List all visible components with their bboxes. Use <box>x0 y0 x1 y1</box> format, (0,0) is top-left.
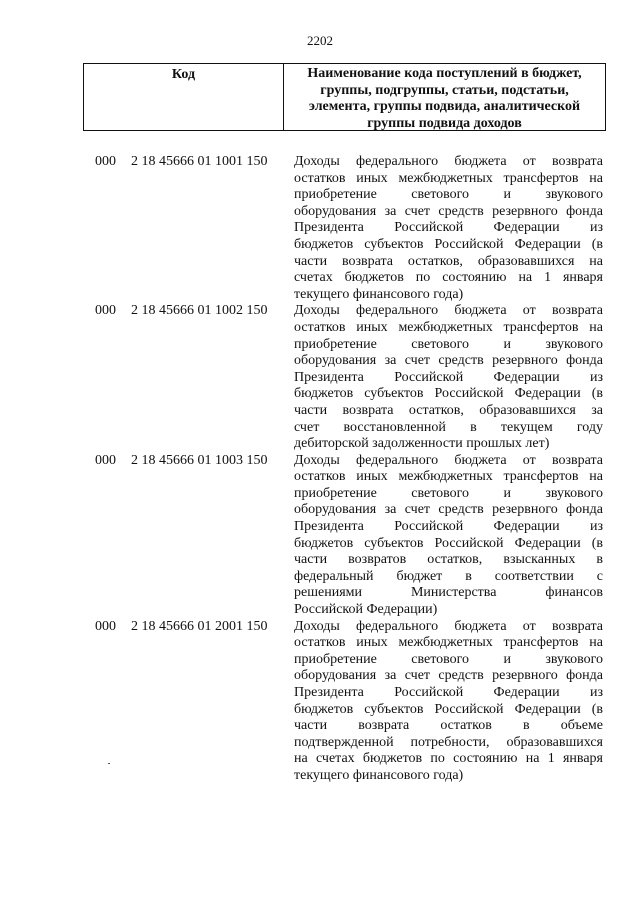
admin-code: 000 <box>95 452 116 468</box>
admin-code: 000 <box>95 303 116 319</box>
description-line: федеральный бюджет в соответствии с <box>294 568 603 584</box>
description-line: текущего финансового года) <box>294 767 464 783</box>
table-row <box>0 619 640 785</box>
description-line: Доходы федерального бюджета от возврата <box>294 452 603 468</box>
description-line: текущего финансового года) <box>294 286 464 302</box>
description-line: оборудования за счет средств резервного фонда <box>294 353 603 369</box>
description-line: подтвержденной потребности, образовавшихся <box>294 734 603 750</box>
description-line: дебиторской задолженности прошлых лет) <box>294 436 550 452</box>
description-line: Президента Российской Федерации из <box>294 685 603 700</box>
description-line: на счетах бюджетов по состоянию на 1 января <box>294 751 603 767</box>
description-line: приобретение светового и звукового <box>294 651 603 667</box>
description-line: решениями Министерства финансов <box>294 585 603 601</box>
revenue-description <box>294 154 603 303</box>
description-line: оборудования за счет средств резервного фонда <box>294 668 603 684</box>
description-line: приобретение светового и звукового <box>294 336 603 352</box>
description-line: приобретение светового и звукового <box>294 485 603 501</box>
table-row <box>0 154 640 303</box>
admin-code: 000 <box>95 618 116 634</box>
description-line: Доходы федерального бюджета от возврата <box>294 303 603 319</box>
header-name-column: Наименование кода поступлений в бюджет, группы, подгруппы, статьи, подстатьи, элемента, группы подвида, аналитической группы подвида доходов <box>307 66 582 131</box>
revenue-code-list <box>0 154 640 785</box>
description-line: Российской Федерации) <box>294 602 438 618</box>
description-line: части возврата остатков, образовавшихся за <box>294 402 603 418</box>
description-line: части возврата остатков в объеме <box>294 718 603 734</box>
description-line: счет восстановленной в текущем году <box>294 419 603 435</box>
description-line: оборудования за счет средств резервного фонда <box>294 203 603 219</box>
table-row <box>0 453 640 619</box>
description-line: Доходы федерального бюджета от возврата <box>294 154 603 169</box>
description-line: остатков иных межбюджетных трансфертов на <box>294 170 603 186</box>
revenue-description <box>294 619 603 785</box>
table-header <box>83 63 606 131</box>
scan-mark <box>108 763 110 764</box>
description-line: бюджетов субъектов Российской Федерации (в <box>294 701 603 717</box>
description-line: бюджетов субъектов Российской Федерации (в <box>294 386 603 402</box>
page-number: 2202 <box>307 33 333 48</box>
description-line: Доходы федерального бюджета от возврата <box>294 618 603 634</box>
revenue-code: 2 18 45666 01 1001 150 <box>131 154 268 169</box>
revenue-code: 2 18 45666 01 2001 150 <box>131 618 268 634</box>
description-line: бюджетов субъектов Российской Федерации (в <box>294 535 603 551</box>
revenue-description <box>294 303 603 452</box>
description-line: счетах бюджетов по состоянию на 1 января <box>294 270 603 286</box>
description-line: части возвратов остатков, взысканных в <box>294 552 603 568</box>
admin-code: 000 <box>95 154 116 169</box>
description-line: Президента Российской Федерации из <box>294 220 603 236</box>
table-row <box>0 303 640 452</box>
revenue-code: 2 18 45666 01 1002 150 <box>131 303 268 319</box>
description-line: приобретение светового и звукового <box>294 187 603 203</box>
revenue-code: 2 18 45666 01 1003 150 <box>131 452 268 468</box>
description-line: бюджетов субъектов Российской Федерации (в <box>294 236 603 252</box>
header-code-column: Код <box>84 64 284 130</box>
description-line: остатков иных межбюджетных трансфертов на <box>294 319 603 335</box>
description-line: остатков иных межбюджетных трансфертов на <box>294 635 603 651</box>
description-line: оборудования за счет средств резервного фонда <box>294 502 603 518</box>
description-line: Президента Российской Федерации из <box>294 369 603 385</box>
description-line: Президента Российской Федерации из <box>294 519 603 535</box>
description-line: части возврата остатков, образовавшихся на <box>294 253 603 269</box>
revenue-description <box>294 453 603 619</box>
description-line: остатков иных межбюджетных трансфертов на <box>294 469 603 485</box>
